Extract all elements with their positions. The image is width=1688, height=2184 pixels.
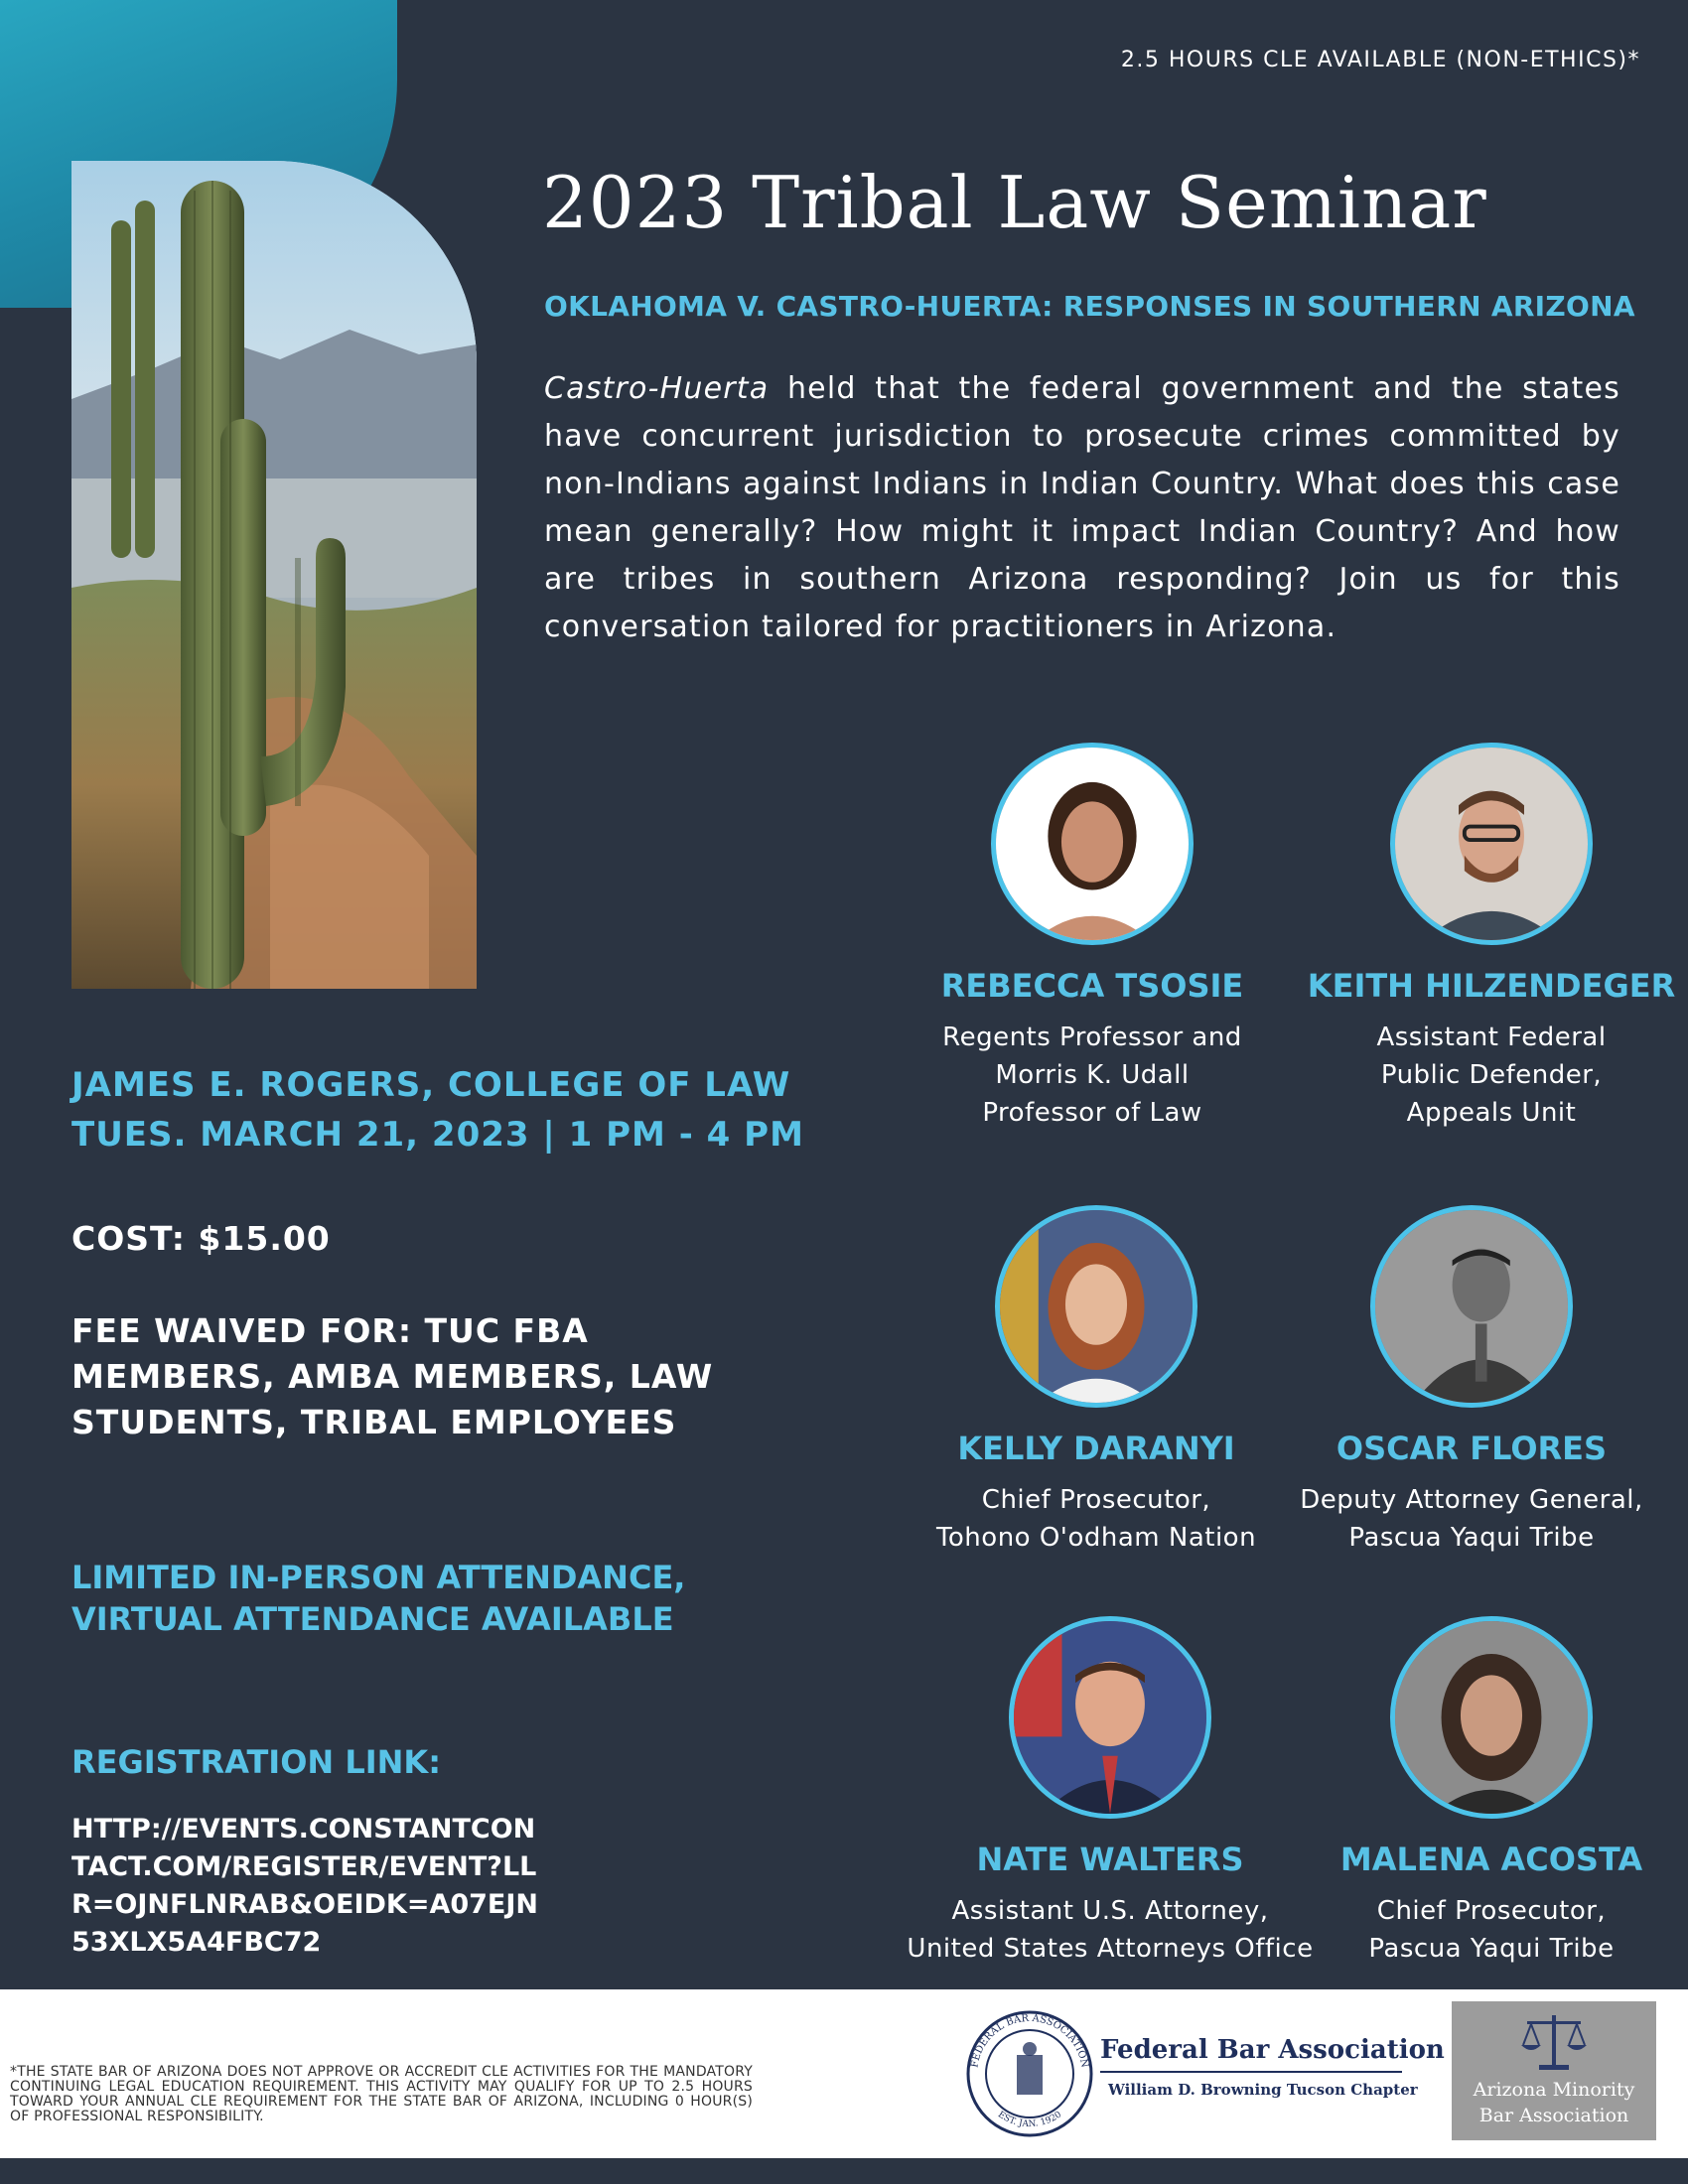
fba-seal-logo bbox=[965, 2009, 1094, 2138]
speaker-card-malena-acosta bbox=[1283, 1616, 1688, 1968]
fba-chapter: William D. Browning Tucson Chapter bbox=[1108, 2081, 1418, 2099]
speaker-role-line: Morris K. Udall bbox=[995, 1060, 1190, 1090]
speaker-name: MALENA ACOSTA bbox=[1339, 1841, 1643, 1878]
footer bbox=[0, 1989, 1688, 2158]
speaker-role-line: Tohono O'odham Nation bbox=[935, 1523, 1257, 1553]
attendance-line-1: LIMITED IN-PERSON ATTENDANCE, bbox=[71, 1559, 686, 1596]
speaker-role-line: Public Defender, bbox=[1380, 1060, 1603, 1090]
speaker-role bbox=[888, 1481, 1305, 1557]
speaker-name: REBECCA TSOSIE bbox=[940, 967, 1244, 1005]
speaker-role-line: Assistant U.S. Attorney, bbox=[951, 1896, 1269, 1926]
speaker-card-kelly-daranyi bbox=[888, 1205, 1305, 1557]
intro-text: held that the federal government and the states have concurrent jurisdiction to prosecute crimes committed by non-Indians against Indians in Indian Country. What does this case mean generally? How might it impact Indian Country? And how are tribes in southern Arizona responding? Join us for this conversation tailored for practitioners in Arizona. bbox=[544, 371, 1620, 644]
event-cost: COST: $15.00 bbox=[71, 1219, 331, 1258]
speaker-role-line: Pascua Yaqui Tribe bbox=[1348, 1523, 1595, 1553]
saguaro-cactus-photo bbox=[71, 161, 477, 989]
speaker-role-line: Appeals Unit bbox=[1406, 1098, 1577, 1128]
fba-divider bbox=[1100, 2071, 1402, 2073]
fee-waived-text: FEE WAIVED FOR: TUC FBA MEMBERS, AMBA MEMBERS, LAW STUDENTS, TRIBAL EMPLOYEES bbox=[71, 1311, 714, 1441]
speaker-role-line: Pascua Yaqui Tribe bbox=[1368, 1934, 1615, 1964]
speaker-role bbox=[1283, 1019, 1688, 1132]
speaker-avatar bbox=[991, 743, 1194, 945]
speaker-avatar bbox=[1009, 1616, 1211, 1819]
bottom-bar bbox=[0, 2158, 1688, 2184]
speaker-role-line: Regents Professor and bbox=[942, 1023, 1242, 1052]
venue-name: JAMES E. ROGERS, COLLEGE OF LAW bbox=[71, 1065, 791, 1105]
speaker-card-keith-hilzendeger bbox=[1283, 743, 1688, 1132]
fba-name: Federal Bar Association bbox=[1100, 2035, 1445, 2065]
registration-link[interactable]: HTTP://EVENTS.CONSTANTCONTACT.COM/REGISTER/EVENT?LLR=OJNFLNRAB&OEIDK=A07EJN53XLX5A4FBC72 bbox=[71, 1814, 539, 1958]
scales-of-justice-icon bbox=[1519, 2009, 1589, 2073]
speaker-avatar bbox=[1390, 743, 1593, 945]
speaker-role-line: Deputy Attorney General, bbox=[1300, 1485, 1643, 1515]
speaker-role-line: Professor of Law bbox=[982, 1098, 1202, 1128]
speaker-name: KEITH HILZENDEGER bbox=[1307, 967, 1676, 1005]
event-details bbox=[71, 1060, 804, 1160]
attendance-info bbox=[71, 1557, 685, 1640]
seminar-title: 2023 Tribal Law Seminar bbox=[542, 161, 1487, 244]
speaker-name: KELLY DARANYI bbox=[957, 1430, 1235, 1467]
speaker-role-line: United States Attorneys Office bbox=[907, 1934, 1314, 1964]
speaker-card-nate-walters bbox=[902, 1616, 1319, 1968]
speaker-role-line: Chief Prosecutor, bbox=[981, 1485, 1211, 1515]
intro-paragraph bbox=[544, 365, 1620, 651]
speaker-card-rebecca-tsosie bbox=[884, 743, 1301, 1132]
fba-seal-year: EST. JAN. 1920 bbox=[995, 2110, 1064, 2130]
speaker-avatar bbox=[1390, 1616, 1593, 1819]
fba-seal-text: FEDERAL BAR ASSOCIATION bbox=[969, 2012, 1090, 2069]
amba-logo bbox=[1452, 2001, 1656, 2140]
speaker-avatar bbox=[1370, 1205, 1573, 1408]
speaker-role bbox=[1283, 1892, 1688, 1968]
event-datetime: TUES. MARCH 21, 2023 | 1 PM - 4 PM bbox=[71, 1115, 804, 1155]
speaker-role bbox=[1263, 1481, 1680, 1557]
speaker-role bbox=[884, 1019, 1301, 1132]
cle-disclaimer: *THE STATE BAR OF ARIZONA DOES NOT APPROVE OR ACCREDIT CLE ACTIVITIES FOR THE MANDATORY CONTINUING LEGAL EDUCATION REQUIREMENT. THIS ACTIVITY MAY QUALIFY FOR UP TO 2.5 HOURS TOWARD YOUR ANNUAL CLE REQUIREMENT FOR THE STATE BAR OF ARIZONA, INCLUDING 0 HOUR(S) OF PROFESSIONAL RESPONSIBILITY. bbox=[10, 2064, 753, 2124]
cle-hours-note: 2.5 HOURS CLE AVAILABLE (NON-ETHICS)* bbox=[1120, 48, 1640, 72]
case-name: Castro-Huerta bbox=[544, 371, 770, 406]
speaker-name: NATE WALTERS bbox=[976, 1841, 1244, 1878]
speaker-avatar bbox=[995, 1205, 1197, 1408]
speaker-role bbox=[902, 1892, 1319, 1968]
speaker-card-oscar-flores bbox=[1263, 1205, 1680, 1557]
amba-name-line: Bar Association bbox=[1478, 2105, 1629, 2126]
speaker-role-line: Assistant Federal bbox=[1376, 1023, 1607, 1052]
speaker-role-line: Chief Prosecutor, bbox=[1376, 1896, 1607, 1926]
speaker-name: OSCAR FLORES bbox=[1336, 1430, 1608, 1467]
amba-name bbox=[1452, 2077, 1656, 2128]
seminar-subtitle: OKLAHOMA V. CASTRO-HUERTA: RESPONSES IN SOUTHERN ARIZONA bbox=[544, 290, 1635, 323]
registration-label: REGISTRATION LINK: bbox=[71, 1743, 441, 1781]
attendance-line-2: VIRTUAL ATTENDANCE AVAILABLE bbox=[71, 1600, 674, 1638]
amba-name-line: Arizona Minority bbox=[1473, 2079, 1635, 2101]
